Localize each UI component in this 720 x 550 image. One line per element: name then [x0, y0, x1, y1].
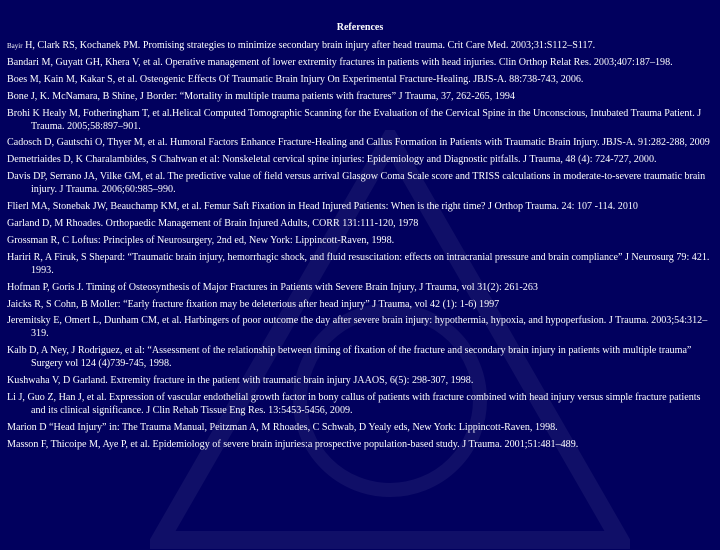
reference-item	[7, 91, 715, 104]
reference-item	[7, 137, 715, 150]
reference-item	[7, 218, 715, 231]
reference-item	[7, 235, 715, 248]
reference-item	[7, 315, 715, 341]
reference-item	[7, 154, 715, 167]
reference-item	[7, 299, 715, 312]
reference-item	[7, 282, 715, 295]
reference-item	[7, 201, 715, 214]
reference-text: Cadosch D, Gautschi O, Thyer M, et al. Humoral Factors Enhance Fracture-Healing and Callus Formation in Patients with Traumatic Brain Injury. JBJS-A. 91:282-288, 2009	[7, 137, 710, 149]
reference-text: Marion D “Head Injury” in: The Trauma Manual, Peitzman A, M Rhoades, C Schwab, D Yealy eds, New York: Lippincott-Raven, 1998.	[7, 421, 558, 433]
reference-text: Jaicks R, S Cohn, B Moller: “Early fracture fixation may be deleterious after head injury” J Trauma, vol 42 (1): 1-6) 1997	[7, 298, 500, 310]
page-title: References	[336, 22, 384, 33]
reference-item	[7, 57, 715, 70]
reference-item	[7, 345, 715, 371]
reference-item	[7, 422, 715, 435]
reference-text: Davis DP, Serrano JA, Vilke GM, et al. The predictive value of field versus arrival Glasgow Coma Scale score and TRISS calculations in moderate-to-severe traumatic brain injury. J Trauma. 2006;60:985–990.	[7, 171, 706, 196]
reference-text: Li J, Guo Z, Han J, et al. Expression of vascular endothelial growth factor in bony callus of patients with fracture combined with head injury versus simple fracture patients and its clinical significance. J Clin Rehab Tissue Eng Res. 13:5453-5456, 2009.	[7, 391, 701, 416]
reference-text: Flierl MA, Stonebak JW, Beauchamp KM, et al. Femur Saft Fixation in Head Injured Patients: When is the right time? J Orthop Trauma. 24: 107 -114. 2010	[7, 201, 638, 213]
reference-item	[7, 171, 715, 197]
reference-text: Bandari M, Guyatt GH, Khera V, et al. Operative management of lower extremity fractures in patients with head injuries. Clin Orthop Relat Res. 2003;407:187–198.	[7, 56, 673, 68]
reference-text: Masson F, Thicoipe M, Aye P, et al. Epidemiology of severe brain injuries:a prospective population-based study. J Trauma. 2001;51:481–489.	[7, 438, 579, 450]
reference-text: H, Clark RS, Kochanek PM. Promising strategies to minimize secondary brain injury after head trauma. Crit Care Med. 2003;31:S112–S117.	[22, 40, 596, 51]
reference-item	[7, 108, 715, 134]
reference-text: Hofman P, Goris J. Timing of Osteosynthesis of Major Fractures in Patients with Severe Brain Injury, J Trauma, vol 31(2): 261-263	[7, 281, 538, 293]
reference-text: Grossman R, C Loftus: Principles of Neurosurgery, 2nd ed, New York: Lippincott-Raven, 1998.	[7, 234, 395, 246]
reference-item	[7, 40, 715, 53]
reference-text: Kushwaha V, D Garland. Extremity fracture in the patient with traumatic brain injury JAAOS, 6(5): 298-307, 1998.	[7, 375, 474, 387]
reference-text: Jeremitsky E, Omert L, Dunham CM, et al. Harbingers of poor outcome the day after severe brain injury: hypothermia, hypoxia, and hypoperfusion. J Trauma. 2003;54:312–319.	[7, 315, 708, 340]
reference-lead: Bayir	[7, 42, 23, 50]
reference-text: Brohi K Healy M, Fotheringham T, et al.Helical Computed Tomographic Scanning for the Evaluation of the Cervical Spine in the Unconscious, Intubated Trauma Patient. J Trauma. 2005;58:897–901.	[7, 107, 702, 132]
reference-item	[7, 252, 715, 278]
reference-text: Hariri R, A Firuk, S Shepard: “Traumatic brain injury, hemorrhagic shock, and fluid resuscitation: effects on intracranial pressure and brain compliance” J Neurosurg 79: 421. 1993.	[7, 251, 710, 276]
reference-item	[7, 392, 715, 418]
reference-text: Garland D, M Rhoades. Orthopaedic Management of Brain Injured Adults, CORR 131:111-120, 1978	[7, 217, 419, 229]
reference-text: Kalb D, A Ney, J Rodriguez, et al: “Assessment of the relationship between timing of fixation of the fracture and secondary brain injury in patients with multiple trauma” Surgery vol 124 (4)739-745, 1998.	[7, 345, 692, 370]
reference-text: Bone J, K. McNamara, B Shine, J Border: “Mortality in multiple trauma patients with fractures” J Trauma, 37, 262-265, 1994	[7, 90, 515, 102]
reference-list	[7, 40, 715, 456]
reference-item	[7, 439, 715, 452]
reference-text: Boes M, Kain M, Kakar S, et al. Osteogenic Effects Of Traumatic Brain Injury On Experimental Fracture-Healing. JBJS-A. 88:738-743, 2006.	[7, 73, 584, 85]
reference-text: Demetriaides D, K Charalambides, S Chahwan et al: Nonskeletal cervical spine injuries: Epidemiology and Diagnostic pitfalls. J Trauma, 48 (4): 724-727, 2000.	[7, 154, 657, 166]
reference-item	[7, 74, 715, 87]
reference-item	[7, 375, 715, 388]
